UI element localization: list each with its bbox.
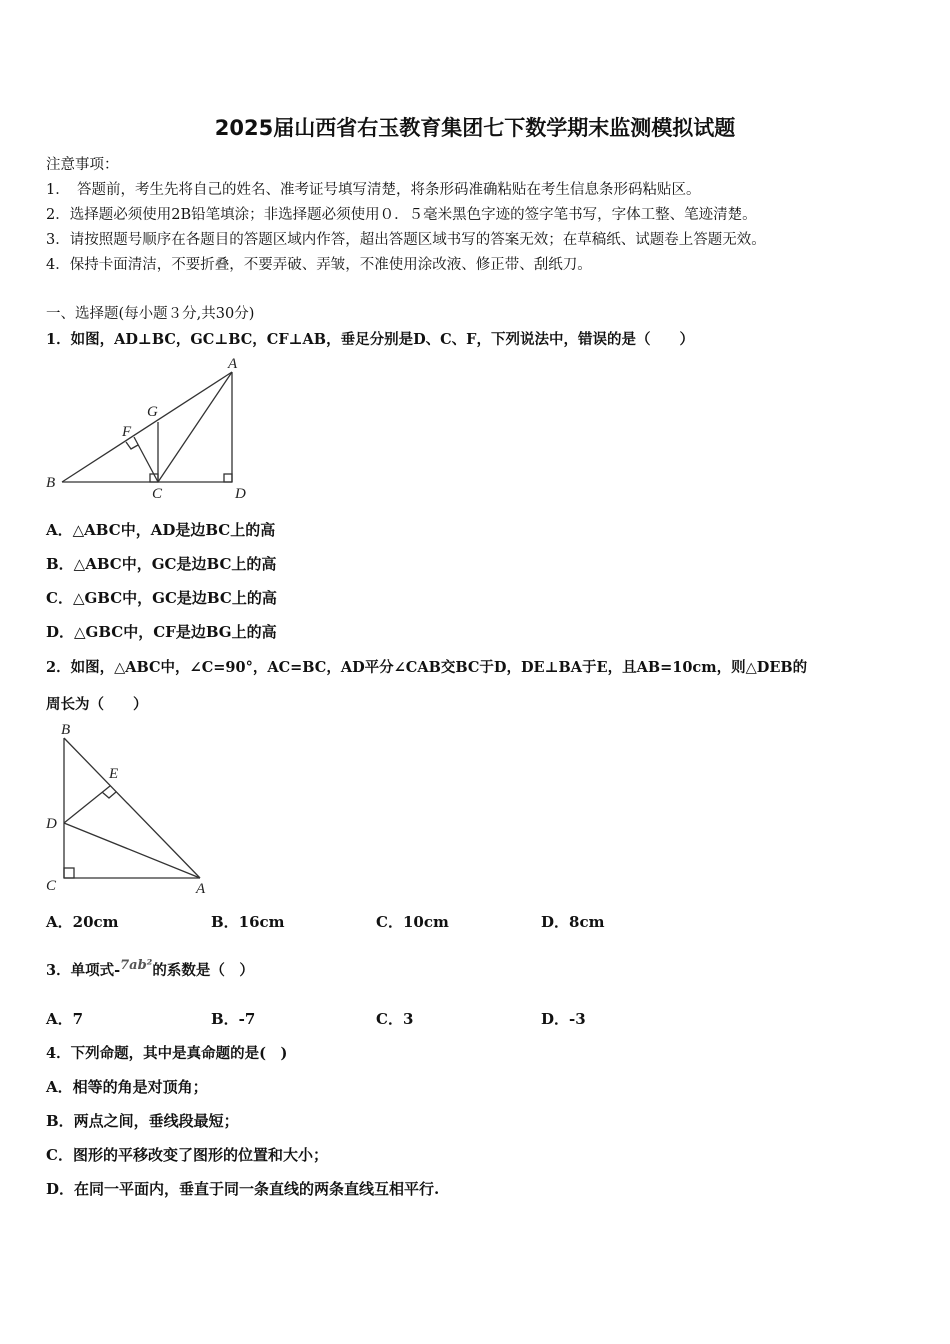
- right-angle-D: [224, 474, 232, 482]
- line-CF: [134, 437, 158, 482]
- line-CA: [158, 372, 232, 482]
- label-E: E: [109, 766, 119, 782]
- q1-option-a: A．△ABC中，AD是边BC上的高: [46, 521, 276, 539]
- label-B: B: [46, 475, 56, 491]
- right-angle-F: [126, 442, 138, 449]
- label-A: A: [196, 881, 206, 897]
- q2-option-a: A．20cm: [46, 913, 119, 931]
- notice-item: 4．保持卡面清洁，不要折叠，不要弄破、弄皱，不准使用涂改液、修正带、刮纸刀。: [46, 257, 592, 273]
- q4-option-d: D．在同一平面内，垂直于同一条直线的两条直线互相平行.: [46, 1180, 440, 1198]
- label-D: D: [235, 486, 246, 502]
- question-2-stem-line1: 2．如图，△ABC中，∠C=90°，AC=BC，AD平分∠CAB交BC于D，DE⊥BA于E，且AB=10cm，则△DEB的: [46, 659, 808, 676]
- page-title: 2025届山西省右玉教育集团七下数学期末监测模拟试题: [214, 116, 736, 140]
- line-BA: [62, 372, 232, 482]
- label-F: F: [122, 424, 132, 440]
- q3-option-b: B．-7: [211, 1010, 256, 1028]
- question-4-stem: 4．下列命题，其中是真命题的是( ): [46, 1045, 288, 1062]
- q4-option-b: B．两点之间，垂线段最短；: [46, 1112, 239, 1130]
- q1-option-b: B．△ABC中，GC是边BC上的高: [46, 555, 277, 573]
- line-DA: [64, 823, 200, 878]
- q2-figure: [40, 718, 220, 898]
- question-1-stem: 1．如图，AD⊥BC，GC⊥BC，CF⊥AB，垂足分别是D、C、F，下列说法中，错误的是（ ）: [46, 331, 694, 348]
- notice-item: 2．选择题必须使用2B铅笔填涂；非选择题必须使用０．５毫米黑色字迹的签字笔书写，字体工整、笔迹清楚。: [46, 207, 757, 223]
- q1-option-d: D．△GBC中，CF是边BG上的高: [46, 623, 277, 641]
- q2-option-b: B．16cm: [211, 913, 285, 931]
- notice-item: 3．请按照题号顺序在各题目的答题区域内作答，超出答题区域书写的答案无效；在草稿纸、试题卷上答题无效。: [46, 232, 766, 248]
- label-C: C: [152, 486, 163, 502]
- right-angle-E: [102, 792, 116, 798]
- q3-stem-prefix: 3．单项式-: [46, 961, 121, 979]
- q4-option-c: C．图形的平移改变了图形的位置和大小；: [46, 1146, 328, 1164]
- right-angle-C: [64, 868, 74, 878]
- section-heading: 一、选择题(每小题３分,共30分): [46, 306, 255, 322]
- label-G: G: [147, 404, 158, 420]
- q2-option-d: D．8cm: [541, 913, 605, 931]
- q1-option-c: C．△GBC中，GC是边BC上的高: [46, 589, 277, 607]
- q4-option-a: A．相等的角是对顶角；: [46, 1078, 208, 1096]
- q3-option-c: C．3: [376, 1010, 414, 1028]
- q3-stem-suffix: 的系数是（ ）: [152, 961, 254, 979]
- q3-option-a: A．7: [46, 1010, 84, 1028]
- label-B: B: [61, 722, 71, 738]
- q1-figure: [40, 352, 260, 504]
- label-C: C: [46, 878, 57, 894]
- line-DE: [64, 786, 110, 823]
- label-D: D: [46, 816, 57, 832]
- question-3-stem: [46, 958, 254, 980]
- label-A: A: [228, 356, 238, 372]
- notice-item: 1． 答题前，考生先将自己的姓名、准考证号填写清楚，将条形码准确粘贴在考生信息条形码粘贴区。: [46, 182, 701, 198]
- question-2-stem-line2: 周长为（ ）: [46, 696, 148, 713]
- q3-expression: 7ab²: [120, 958, 153, 973]
- q2-option-c: C．10cm: [376, 913, 449, 931]
- notice-heading: 注意事项：: [46, 157, 119, 173]
- q3-option-d: D．-3: [541, 1010, 586, 1028]
- line-BA: [64, 738, 200, 878]
